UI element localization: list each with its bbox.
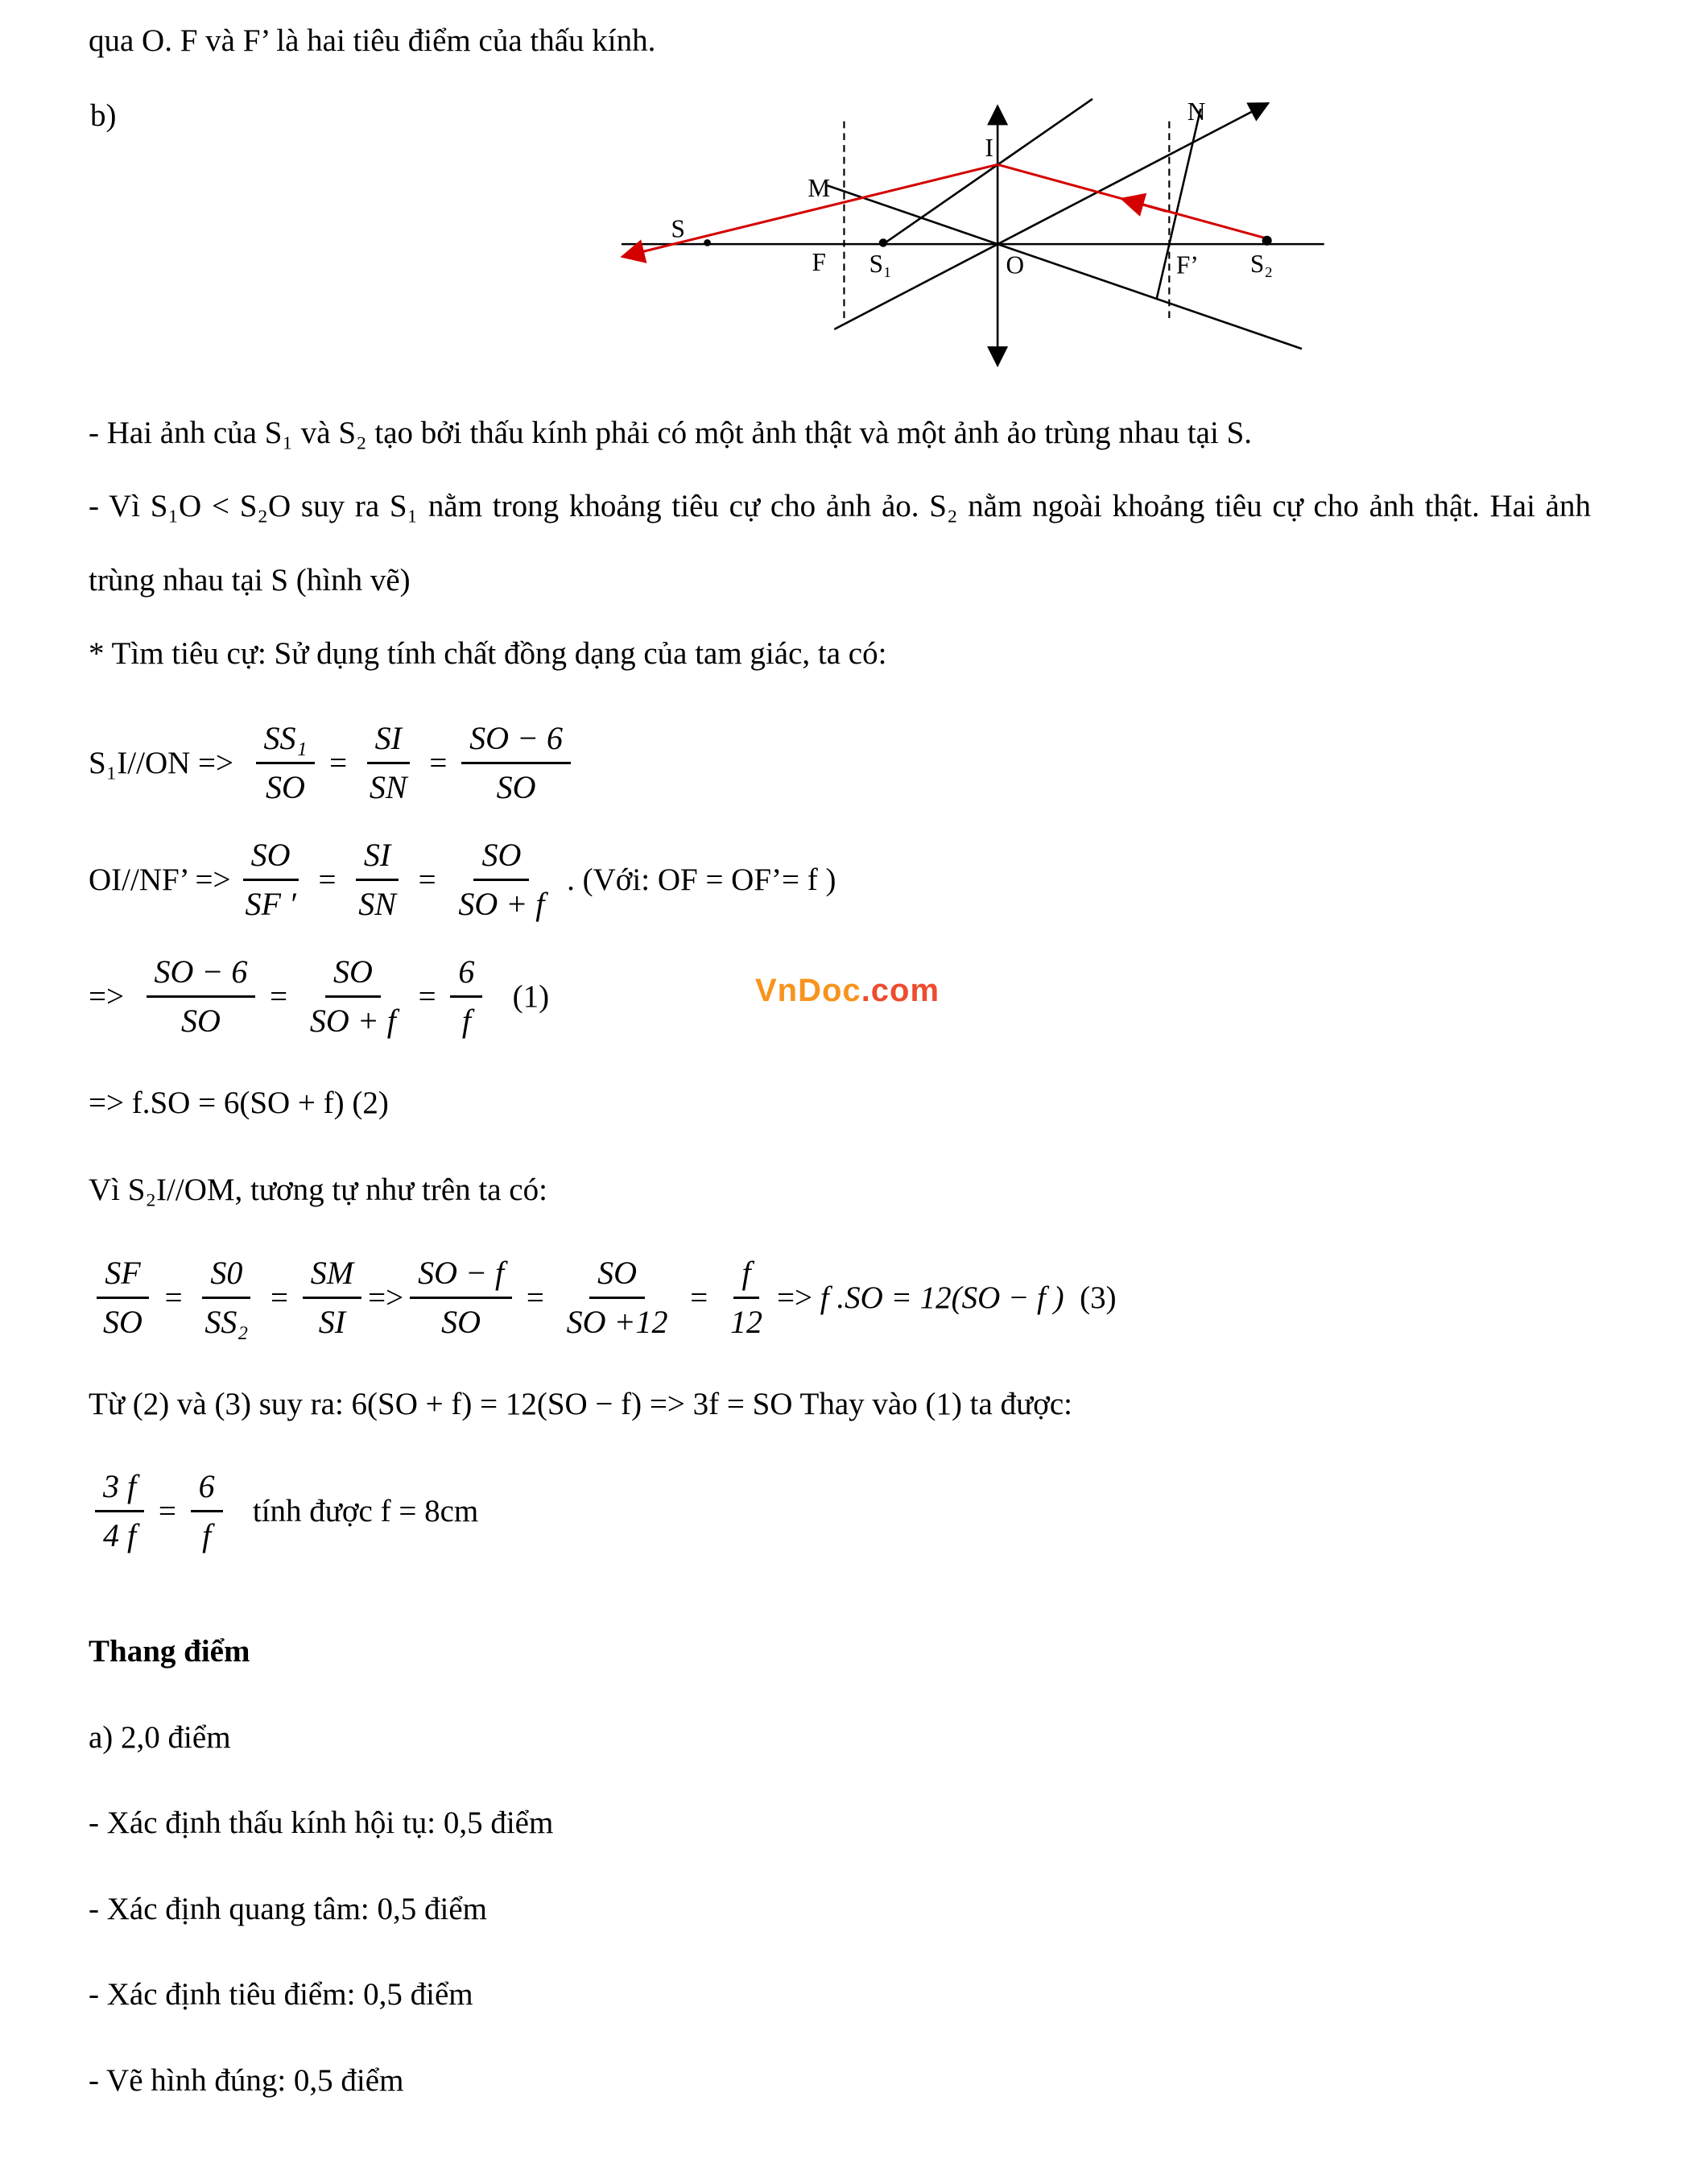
label-F-prime: F’ (1176, 250, 1199, 279)
fraction: $\frac{SO}{SO +12}$ (566, 1254, 668, 1340)
watermark-part2: .com (861, 973, 940, 1009)
math-text: = (151, 1494, 184, 1529)
vndoc-watermark (755, 973, 940, 1009)
math-text: = (682, 1280, 717, 1315)
label-F: F (812, 247, 826, 276)
label-N: N (1187, 97, 1206, 126)
fraction: $\frac{SI}{SN}$ (350, 835, 404, 924)
equation-line-2 (89, 835, 1591, 924)
paragraph-images-coincide: - Hai ảnh của S₁ và S₂ tạo bởi thấu kính phải có một ảnh thật và một ảnh ảo trùng nhau tại S. (89, 415, 1253, 450)
math-text: = (262, 979, 295, 1015)
equation-line-6 (89, 1253, 1591, 1342)
point-S1-dot (879, 238, 887, 246)
math-text: = (410, 979, 444, 1015)
score-item: a) 2,0 điểm (89, 1719, 231, 1755)
equation-line-5: Vì S₂I//OM, tương tự như trên ta có: (89, 1173, 547, 1208)
incident-ray-arrow (1121, 198, 1166, 211)
math-text: S₁I//ON => (89, 746, 250, 781)
math-text: (1) (489, 979, 550, 1015)
figure-block (89, 86, 1591, 396)
fraction: $\frac{SO - 6}{SO}$ (461, 718, 571, 808)
label-S2: S₂ (1249, 249, 1274, 278)
fraction: $\frac{SM}{SI}$ (303, 1253, 361, 1342)
fraction: $\frac{S0}{\text{SS₂}}$ (196, 1253, 256, 1342)
math-text: f .SO = 12(SO − f ) (820, 1280, 1064, 1315)
scoring-heading: Thang điểm (89, 1634, 250, 1669)
line-O-N (834, 103, 1268, 329)
equation-line-1 (89, 718, 1591, 808)
label-M: M (807, 173, 831, 202)
fraction: $\frac{SO - f}{SO}$ (410, 1253, 512, 1342)
intro-text: qua O. F và F’ là hai tiêu điểm của thấu kính. (89, 23, 656, 58)
point-S2-dot (1262, 235, 1272, 245)
math-text: (3) (1064, 1280, 1117, 1315)
watermark-part1: VnDoc (755, 973, 861, 1009)
fraction: $\frac{SO}{SO + f}$ (458, 837, 545, 923)
math-text: = (156, 1280, 191, 1315)
math-text: = (410, 862, 444, 898)
math-text: . (Với: OF = OF’= f ) (559, 862, 836, 898)
point-S-dot (704, 239, 711, 246)
paragraph-focal-reasoning: - Vì S₁O < S₂O suy ra S₁ nằm trong khoảng tiêu cự cho ảnh ảo. S₂ nằm ngoài khoảng tiêu cự cho ảnh thật. Hai ảnh trùng nhau tại S (hình vẽ) (89, 489, 1591, 598)
part-b-label: b) (90, 97, 117, 133)
score-item: - Xác định thấu kính hội tụ: 0,5 điểm (89, 1806, 554, 1841)
equation-line-3 (89, 952, 1591, 1041)
math-text: => (777, 1280, 820, 1315)
label-S1: S₁ (869, 249, 892, 278)
equation-line-4: => f.SO = 6(SO + f) (2) (89, 1086, 389, 1121)
optics-diagram (604, 88, 1330, 381)
math-text: = (421, 746, 456, 781)
fraction: $\frac{SO - 6}{SO}$ (147, 952, 256, 1041)
fraction: $\frac{f}{12}$ (730, 1254, 763, 1340)
math-text: => (368, 1280, 404, 1315)
math-text: = (262, 1280, 296, 1315)
line-S1-I (883, 98, 1092, 243)
score-item: - Xác định quang tâm: 0,5 điểm (89, 1891, 487, 1926)
score-item: - Vẽ hình đúng: 0,5 điểm (89, 2062, 404, 2098)
fraction: $\frac{3 f}{4 f}$ (95, 1466, 144, 1556)
score-item: - Xác định tiêu điểm: 0,5 điểm (89, 1977, 473, 2012)
math-text: OI//NF’ => (89, 862, 231, 898)
fraction: $\frac{6}{f}$ (191, 1466, 223, 1556)
label-S: S (671, 213, 685, 242)
math-text: = (518, 1280, 552, 1315)
fraction: $\frac{6}{f}$ (450, 952, 482, 1041)
fraction: $\frac{SO}{SF '}$ (237, 835, 304, 924)
math-text: tính được f = 8cm (229, 1494, 479, 1529)
fraction: $\frac{\text{SS₁}}{SO}$ (256, 718, 316, 808)
label-O: O (1006, 250, 1025, 279)
math-text: => (89, 979, 140, 1015)
fraction: $\frac{SI}{SN}$ (361, 718, 415, 808)
equation-line-8 (89, 1466, 1591, 1556)
math-text: = (321, 746, 355, 781)
label-I: I (985, 133, 993, 162)
paragraph-find-focal-length: * Tìm tiêu cự: Sử dụng tính chất đồng dạng của tam giác, ta có: (89, 636, 887, 672)
fraction: $\frac{SO}{SO + f}$ (309, 953, 396, 1040)
fraction: $\frac{SF}{SO}$ (95, 1253, 151, 1342)
equation-line-7: Từ (2) và (3) suy ra: 6(SO + f) = 12(SO − f) => 3f = SO Thay vào (1) ta được: (89, 1386, 1072, 1421)
math-text: = (310, 862, 345, 898)
